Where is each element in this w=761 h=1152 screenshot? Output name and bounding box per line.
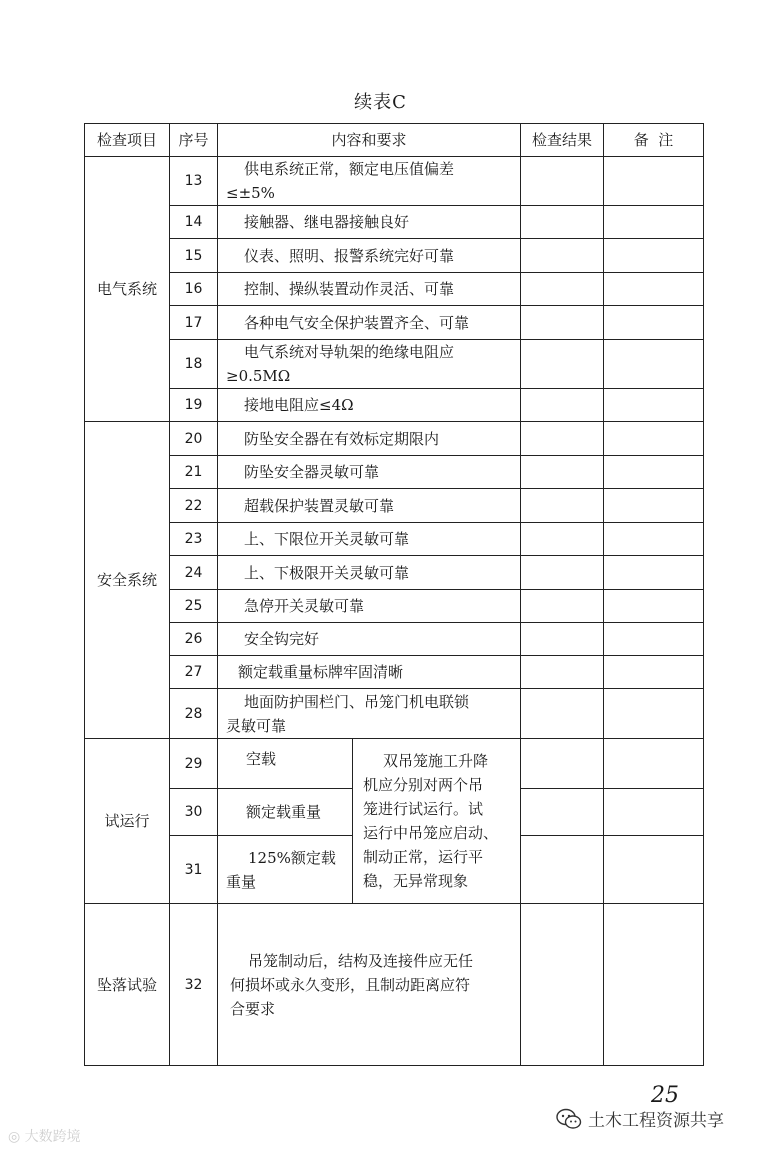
remark-cell <box>604 523 704 556</box>
content-line: ≥0.5MΩ <box>226 367 291 385</box>
seq-cell: 17 <box>170 306 218 340</box>
table-row <box>85 489 704 523</box>
table-row <box>85 556 704 590</box>
result-cell <box>521 489 604 523</box>
remark-cell <box>604 623 704 656</box>
remark-cell <box>604 739 704 789</box>
table-header-row <box>85 124 704 157</box>
header-result: 检查结果 <box>521 124 604 157</box>
result-cell <box>521 273 604 306</box>
content-cell <box>218 340 521 389</box>
table-row <box>85 306 704 340</box>
remark-cell <box>604 306 704 340</box>
remark-cell <box>604 656 704 689</box>
result-cell <box>521 556 604 590</box>
remark-cell <box>604 389 704 422</box>
remark-cell <box>604 157 704 206</box>
remark-cell <box>604 273 704 306</box>
header-seq: 序号 <box>170 124 218 157</box>
merged-line: 运行中吊笼应启动、 <box>363 824 499 842</box>
result-cell <box>521 590 604 623</box>
content-cell <box>218 689 521 739</box>
seq-cell: 22 <box>170 489 218 523</box>
content-line: ≤±5% <box>226 184 275 202</box>
table-row <box>85 157 704 206</box>
result-cell <box>521 656 604 689</box>
remark-cell <box>604 556 704 590</box>
content-cell: 额定载重量标牌牢固清晰 <box>218 656 521 689</box>
content-line: 重量 <box>226 872 257 891</box>
content-cell: 防坠安全器灵敏可靠 <box>218 456 521 489</box>
category-safety: 安全系统 <box>85 422 170 739</box>
trial-merged-requirement <box>353 739 521 904</box>
watermark-right <box>556 1106 724 1131</box>
result-cell <box>521 306 604 340</box>
table-row <box>85 523 704 556</box>
content-line: 125%额定载 <box>248 848 336 867</box>
header-item: 检查项目 <box>85 124 170 157</box>
result-cell <box>521 739 604 789</box>
seq-cell: 16 <box>170 273 218 306</box>
remark-cell <box>604 206 704 239</box>
content-line: 何损坏或永久变形，且制动距离应符 <box>230 975 471 994</box>
content-line: 供电系统正常，额定电压值偏差 <box>244 160 455 178</box>
watermark-left-text: 大数跨境 <box>24 1129 81 1145</box>
result-cell <box>521 422 604 456</box>
seq-cell: 21 <box>170 456 218 489</box>
result-cell <box>521 340 604 389</box>
content-cell: 上、下极限开关灵敏可靠 <box>218 556 521 590</box>
content-cell <box>218 904 521 1066</box>
table-row <box>85 273 704 306</box>
category-fall: 坠落试验 <box>85 904 170 1066</box>
result-cell <box>521 836 604 904</box>
inspection-table <box>84 123 704 1066</box>
merged-line: 制动正常，运行平 <box>363 848 484 866</box>
table-row <box>85 904 704 1066</box>
header-remark: 备 注 <box>604 124 704 157</box>
seq-cell: 13 <box>170 157 218 206</box>
wechat-icon <box>556 1108 582 1130</box>
seq-cell: 29 <box>170 739 218 789</box>
remark-cell <box>604 239 704 273</box>
table-row <box>85 456 704 489</box>
seq-cell: 15 <box>170 239 218 273</box>
remark-cell <box>604 489 704 523</box>
result-cell <box>521 157 604 206</box>
result-cell <box>521 206 604 239</box>
seq-cell: 25 <box>170 590 218 623</box>
watermark-right-text: 土木工程资源共享 <box>588 1111 724 1131</box>
result-cell <box>521 389 604 422</box>
result-cell <box>521 456 604 489</box>
seq-cell: 24 <box>170 556 218 590</box>
seq-cell: 18 <box>170 340 218 389</box>
content-cell: 各种电气安全保护装置齐全、可靠 <box>218 306 521 340</box>
content-cell: 防坠安全器在有效标定期限内 <box>218 422 521 456</box>
seq-cell: 32 <box>170 904 218 1066</box>
seq-cell: 27 <box>170 656 218 689</box>
seq-cell: 20 <box>170 422 218 456</box>
content-line: 合要求 <box>230 999 276 1018</box>
content-line: 电气系统对导轨架的绝缘电阻应 <box>244 343 455 361</box>
remark-cell <box>604 789 704 836</box>
header-content: 内容和要求 <box>218 124 521 157</box>
table-row <box>85 739 704 789</box>
result-cell <box>521 789 604 836</box>
content-cell: 仪表、照明、报警系统完好可靠 <box>218 239 521 273</box>
table-row <box>85 239 704 273</box>
watermark-left <box>8 1126 81 1146</box>
remark-cell <box>604 422 704 456</box>
merged-line: 稳，无异常现象 <box>363 872 469 890</box>
table-row <box>85 656 704 689</box>
seq-cell: 14 <box>170 206 218 239</box>
merged-line: 笼进行试运行。试 <box>363 800 484 818</box>
remark-cell <box>604 836 704 904</box>
watermark-logo-icon: ◎ <box>8 1129 25 1145</box>
result-cell <box>521 523 604 556</box>
table-row <box>85 340 704 389</box>
remark-cell <box>604 590 704 623</box>
merged-line: 双吊笼施工升降 <box>383 752 489 770</box>
content-cell: 接触器、继电器接触良好 <box>218 206 521 239</box>
content-cell: 接地电阻应≤4Ω <box>218 389 521 422</box>
content-line: 灵敏可靠 <box>226 716 287 735</box>
table-row <box>85 689 704 739</box>
seq-cell: 23 <box>170 523 218 556</box>
table-row <box>85 422 704 456</box>
remark-cell <box>604 456 704 489</box>
remark-cell <box>604 689 704 739</box>
sub-content-cell: 额定载重量 <box>218 789 353 836</box>
remark-cell <box>604 904 704 1066</box>
category-electric: 电气系统 <box>85 157 170 422</box>
seq-cell: 31 <box>170 836 218 904</box>
content-cell: 控制、操纵装置动作灵活、可靠 <box>218 273 521 306</box>
category-trial: 试运行 <box>85 739 170 904</box>
sub-content-cell: 空载 <box>218 739 353 789</box>
sub-content-cell <box>218 836 353 904</box>
merged-line: 机应分别对两个吊 <box>363 776 484 794</box>
content-line: 地面防护围栏门、吊笼门机电联锁 <box>244 692 470 711</box>
seq-cell: 26 <box>170 623 218 656</box>
remark-cell <box>604 340 704 389</box>
content-cell: 急停开关灵敏可靠 <box>218 590 521 623</box>
result-cell <box>521 904 604 1066</box>
seq-cell: 28 <box>170 689 218 739</box>
content-line: 吊笼制动后，结构及连接件应无任 <box>248 951 474 970</box>
content-cell: 上、下限位开关灵敏可靠 <box>218 523 521 556</box>
content-cell: 安全钩完好 <box>218 623 521 656</box>
seq-cell: 30 <box>170 789 218 836</box>
seq-cell: 19 <box>170 389 218 422</box>
table-row <box>85 206 704 239</box>
table-row <box>85 389 704 422</box>
page-number: 25 <box>651 1083 679 1108</box>
result-cell <box>521 689 604 739</box>
table-row <box>85 623 704 656</box>
table-row <box>85 590 704 623</box>
content-cell: 超载保护装置灵敏可靠 <box>218 489 521 523</box>
table-title: 续表C <box>354 92 407 113</box>
result-cell <box>521 623 604 656</box>
content-cell <box>218 157 521 206</box>
result-cell <box>521 239 604 273</box>
